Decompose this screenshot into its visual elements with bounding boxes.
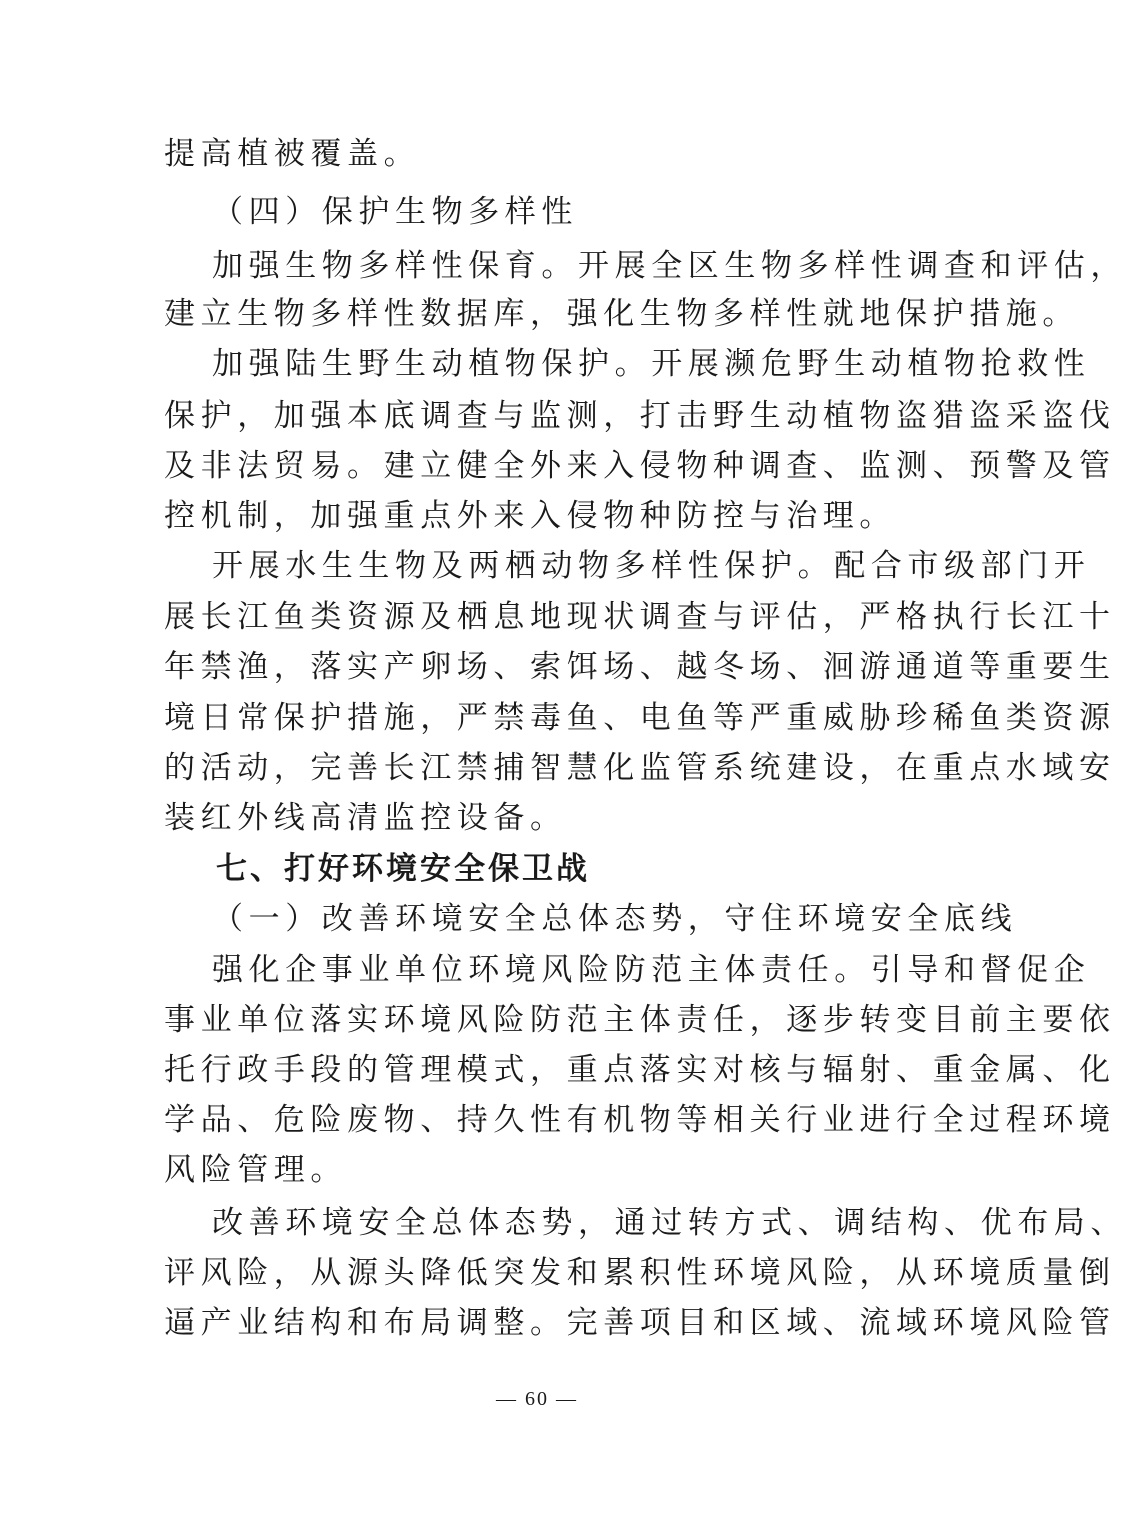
- text-line: 的活动，完善长江禁捕智慧化监管系统建设，在重点水域安: [164, 750, 1116, 786]
- text-line: 学品、危险废物、持久性有机物等相关行业进行全过程环境: [164, 1102, 1116, 1138]
- text-line: 保护，加强本底调查与监测，打击野生动植物盗猎盗采盗伐: [164, 398, 1116, 434]
- text-line: 装红外线高清监控设备。: [164, 800, 567, 836]
- text-line: 展长江鱼类资源及栖息地现状调查与评估，严格执行长江十: [164, 599, 1116, 635]
- text-line: 开展水生生物及两栖动物多样性保护。配合市级部门开: [212, 548, 1091, 584]
- text-line: 评风险，从源头降低突发和累积性环境风险，从环境质量倒: [164, 1255, 1116, 1291]
- text-line: 事业单位落实环境风险防范主体责任，逐步转变目前主要依: [164, 1002, 1116, 1038]
- subsection-heading: （一）改善环境安全总体态势，守住环境安全底线: [212, 901, 1018, 937]
- text-line: 加强陆生野生动植物保护。开展濒危野生动植物抢救性: [212, 346, 1091, 382]
- text-line: 托行政手段的管理模式，重点落实对核与辐射、重金属、化: [164, 1052, 1116, 1088]
- text-line: 建立生物多样性数据库，强化生物多样性就地保护措施。: [164, 296, 1079, 332]
- text-line: 强化企事业单位环境风险防范主体责任。引导和督促企: [212, 952, 1091, 988]
- text-line: 年禁渔，落实产卵场、索饵场、越冬场、洄游通道等重要生: [164, 649, 1116, 685]
- page-number: — 60 —: [496, 1388, 578, 1410]
- text-line: 逼产业结构和布局调整。完善项目和区域、流域环境风险管: [164, 1305, 1116, 1341]
- text-line: 风险管理。: [164, 1152, 347, 1188]
- section-heading: 七、打好环境安全保卫战: [216, 851, 590, 887]
- text-line: 及非法贸易。建立健全外来入侵物种调查、监测、预警及管: [164, 448, 1116, 484]
- subsection-heading: （四）保护生物多样性: [212, 194, 578, 230]
- text-line: 改善环境安全总体态势，通过转方式、调结构、优布局、: [212, 1205, 1127, 1241]
- text-line: 境日常保护措施，严禁毒鱼、电鱼等严重威胁珍稀鱼类资源: [164, 700, 1116, 736]
- text-line: 加强生物多样性保育。开展全区生物多样性调查和评估，: [212, 248, 1127, 284]
- text-line: 控机制，加强重点外来入侵物种防控与治理。: [164, 498, 896, 534]
- text-line: 提高植被覆盖。: [164, 136, 421, 172]
